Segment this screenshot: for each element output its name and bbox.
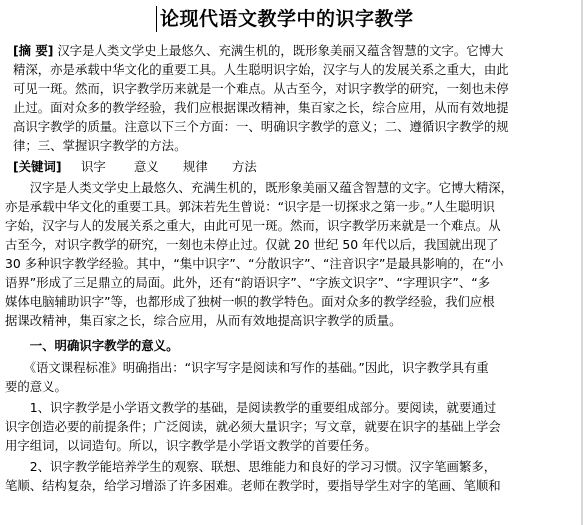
abstract-line [13, 41, 579, 60]
keywords-label: [关键词] [13, 159, 62, 174]
abstract-label: [摘 要] [13, 43, 54, 58]
body-line: 《语文课程标准》明确指出：“识字写字是阅读和写作的基础。”因此，识字教学具有重 [5, 360, 489, 375]
body-line: 亦是承载中华文化的重要工具。郭沫若先生曾说：“识字是一切探求之第一步。”人生聪明识 [5, 199, 495, 214]
keyword: 意义 [134, 159, 159, 174]
keyword: 规律 [183, 159, 208, 174]
abstract-line: 止过。面对众多的教学经验，我们应根据课改精神，集百家之长，综合应用，从而有效地提 [13, 100, 509, 115]
body-line: 笔顺、结构复杂，给学习增添了许多困难。老师在教学时，要指导学生对字的笔画、笔顺和 [5, 478, 501, 493]
keyword: 方法 [232, 159, 257, 174]
body-line: 识字创造必要的前提条件；广泛阅读，就必须大量识字；写文章，就要在识字的基础上学会 [5, 419, 501, 434]
abstract-line: 高识字教学的质量。注意以下三个方面：一、明确识字教学的意义；二、遵循识字教学的规 [13, 119, 509, 134]
body-line: 媒体电脑辅助识字”等，也都形成了独树一帜的教学特色。面对众多的教学经验，我们应根 [5, 294, 495, 309]
abstract-line: 精深，亦是承载中华文化的重要工具。人生聪明识字始，汉字与人的发展关系之重大，由此 [13, 62, 509, 77]
body-line: 汉字是人类文学史上最悠久、充满生机的，既形象美丽又蕴含智慧的文字。它博大精深， [5, 180, 514, 195]
body-line: 古至今，对识字教学的研究，一刻也未停止过。仅就 20 世纪 50 年代以后，我国就出现了 [5, 237, 499, 252]
abstract-line: 律；三、掌握识字教学的方法。 [13, 138, 187, 153]
section-heading: 一、明确识字教学的意义。 [5, 338, 179, 353]
keyword: 识字 [81, 159, 106, 174]
text-cursor [156, 6, 157, 32]
body-line: 1、识字教学是小学语文教学的基础，是阅读教学的重要组成部分。要阅读，就要通过 [5, 400, 497, 415]
document-title: 论现代语文教学中的识字教学 [160, 8, 414, 30]
body-line: 据课改精神，集百家之长，综合应用，从而有效地提高识字教学的质量。 [5, 313, 402, 328]
body-line: 2、识字教学能培养学生的观察、联想、思维能力和良好的学习习惯。汉字笔画繁多， [5, 459, 497, 474]
body-line: 字始，汉字与人的发展关系之重大，由此可见一斑。然而，识字教学历来就是一个难点。从 [5, 218, 501, 233]
body-line: 30 多种识字教学经验。其中，“集中识字”、“分散识字”、“注音识字”是最具影响的，在“小 [5, 256, 504, 271]
body-line: 语界”形成了三足鼎立的局面。此外，还有“韵语识字”、“字族文识字”、“字理识字”、“多 [5, 275, 491, 290]
body-line: 要的意义。 [5, 379, 67, 394]
abstract-text: 汉字是人类文学史上最悠久、充满生机的，既形象美丽又蕴含智慧的文字。它博大 [53, 43, 504, 58]
abstract-line: 可见一斑。然而，识字教学历来就是一个难点。从古至今，对识字教学的研究，一刻也未停 [13, 81, 509, 96]
body-line: 用字组词，以词造句。所以，识字教学是小学语文教学的首要任务。 [5, 438, 377, 453]
keywords-line [13, 157, 579, 176]
